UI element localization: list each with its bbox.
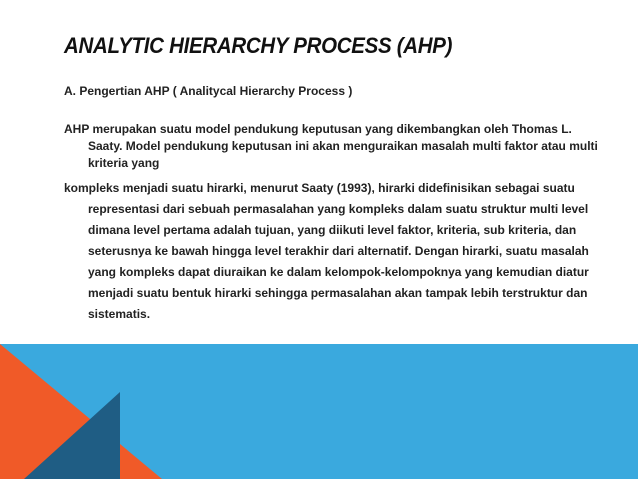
section-heading: A. Pengertian AHP ( Analitycal Hierarchy Process )	[64, 84, 353, 98]
paragraph-1: AHP merupakan suatu model pendukung keputusan yang dikembangkan oleh Thomas L. Saaty. Model pendukung keputusan ini akan menguraikan masalah multi faktor atau multi kriteria yang	[64, 122, 598, 170]
footer-graphic	[0, 344, 638, 479]
slide-title: ANALYTIC HIERARCHY PROCESS (AHP)	[64, 33, 453, 58]
slide-content	[64, 83, 604, 325]
paragraph-2: kompleks menjadi suatu hirarki, menurut Saaty (1993), hirarki didefinisikan sebagai suatu representasi dari sebuah permasalahan yang kompleks dalam suatu struktur multi level dimana level pertama adalah tujuan, yang diikuti level faktor, kriteria, sub kriteria, dan seterusnya ke bawah hingga level terakhir dari alternatif. Dengan hirarki, suatu masalah yang kompleks dapat diuraikan ke dalam kelompok-kelompoknya yang kemudian diatur menjadi suatu bentuk hirarki sehingga permasalahan akan tampak lebih terstruktur dan sistematis.	[64, 181, 589, 321]
decorative-footer-band	[0, 344, 638, 479]
